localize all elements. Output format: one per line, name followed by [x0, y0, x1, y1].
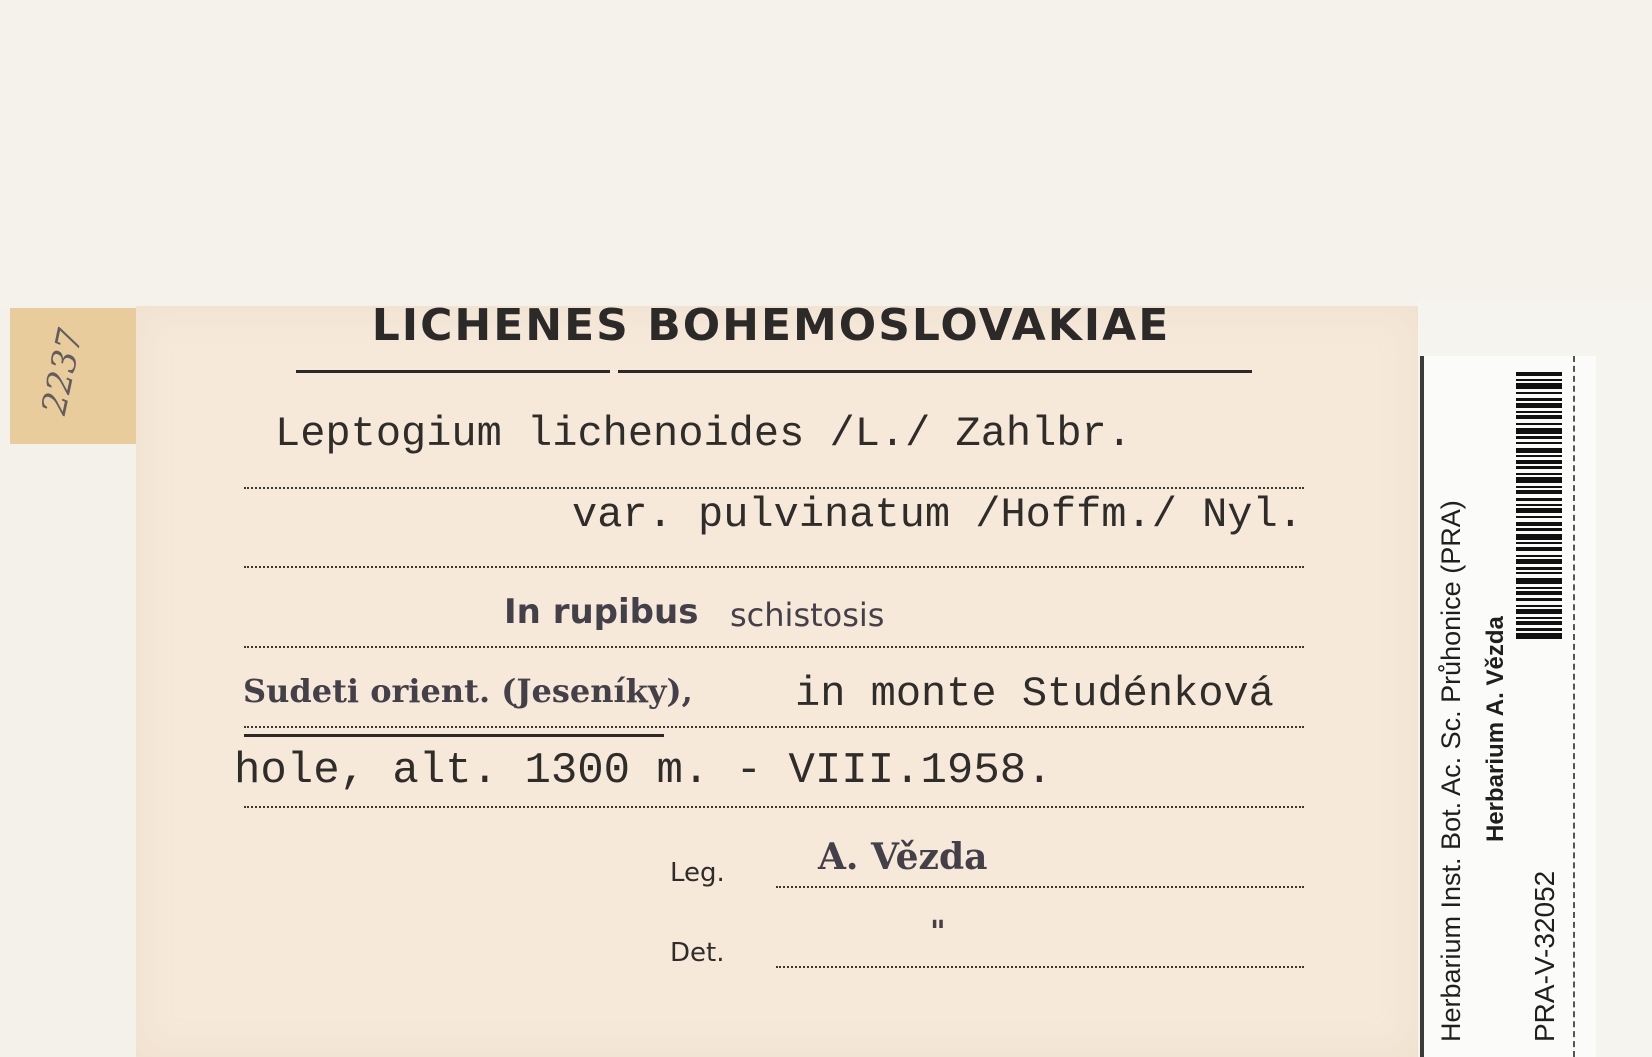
locality-stamp: Sudeti orient. (Jeseníky),	[243, 672, 693, 710]
det-dotted-line	[776, 966, 1304, 968]
dotted-line-2	[244, 566, 1304, 568]
handwritten-note: 2237	[34, 325, 92, 419]
habitat-bold: In rupibus	[504, 592, 699, 632]
det-label: Det.	[670, 938, 725, 968]
det-value: "	[930, 915, 946, 950]
dotted-line-4	[244, 726, 1304, 728]
label-header: LICHENES BOHEMOSLOVAKIAE	[371, 300, 1171, 351]
species-variety: var. pulvinatum /Hoffm./ Nyl.	[572, 491, 1303, 539]
leg-label: Leg.	[670, 858, 725, 888]
species-name: Leptogium lichenoides /L./ Zahlbr.	[275, 410, 1132, 458]
header-rule-left	[296, 370, 610, 373]
leg-dotted-line	[776, 886, 1304, 888]
locality-line2: hole, alt. 1300 m. - VIII.1958.	[234, 746, 1053, 796]
barcode	[1516, 372, 1562, 772]
dotted-line-1	[244, 487, 1304, 489]
locality-underline	[244, 734, 664, 737]
sidebar-cut-line	[1573, 356, 1575, 1057]
herbarium-name: Herbarium A. Vězda	[1482, 616, 1509, 842]
institution-text: Herbarium Inst. Bot. Ac. Sc. Průhonice (PRA)	[1436, 500, 1466, 1042]
dotted-line-3	[244, 646, 1304, 648]
header-rule-right	[618, 370, 1252, 373]
locality-typed: in monte Studénková	[795, 670, 1274, 718]
leg-value: A. Vězda	[818, 836, 988, 878]
dotted-line-5	[244, 806, 1304, 808]
catalog-number: PRA-V-32052	[1529, 870, 1560, 1042]
habitat-rest: schistosis	[730, 596, 885, 634]
background-paper	[0, 0, 1652, 310]
